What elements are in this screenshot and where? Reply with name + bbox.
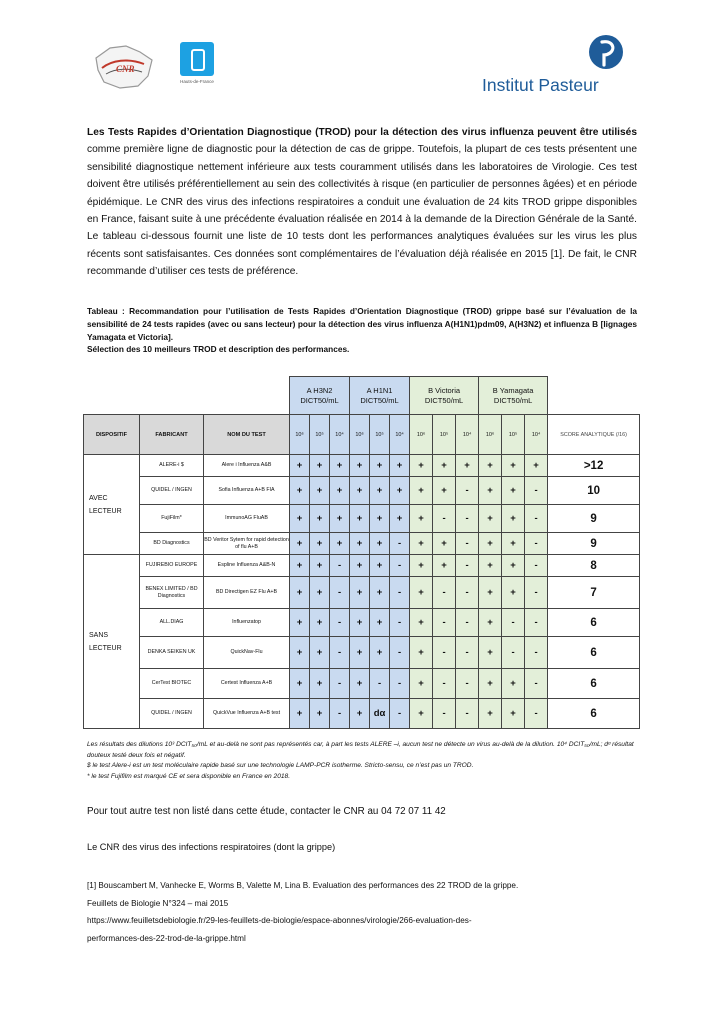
concentration-header: 10⁴ [525,415,548,455]
intro-paragraph [87,124,637,281]
result-cell: + [350,637,370,669]
result-cell: + [290,577,310,609]
result-cell: + [350,555,370,577]
result-cell: + [479,555,502,577]
result-cell: + [370,555,390,577]
result-cell: + [350,477,370,505]
institut-pasteur-logo [482,34,632,96]
result-cell: - [433,577,456,609]
result-cell: - [330,609,350,637]
result-cell: + [410,637,433,669]
result-cell: + [310,555,330,577]
col-test-header: NOM DU TEST [204,415,290,455]
score-cell: 6 [548,637,640,669]
result-cell: + [502,455,525,477]
cnr-logo [88,38,160,94]
note-3: * le test Fujifilm est marqué CE et sera disponible en France en 2018. [87,772,291,780]
result-cell: + [290,669,310,699]
group-header [350,377,410,415]
test-name-cell: Sofia Influenza A+B FIA [204,477,290,505]
test-name-cell: Influenzatop [204,609,290,637]
fabricant-cell: BENEX LIMITED / BD Diagnostics [140,577,204,609]
result-cell: + [370,609,390,637]
result-cell: + [330,477,350,505]
score-cell: 6 [548,609,640,637]
cnr-signature: Le CNR des virus des infections respiratoires (dont la grippe) [87,842,336,852]
result-cell: + [390,477,410,505]
hauts-de-france-caption: Hauts-de-France [180,79,214,84]
intro-rest: comme première ligne de diagnostic pour la détection de cas de grippe. Toutefois, la plupart de ces tests présentent une sensibilité diagnostique nettement inférieure aux tests couramment utilisés dans les laboratoires de Virologie. Ces test doivent être utilisés préférentiellement au sein des collectivités à risque (en particulier de personnes âgées) et en période épidémique. Le CNR des virus des infections respiratoires a conduit une évaluation de 24 kits TROD grippe disponibles en France, faisant suite à une précédente évaluation réalisée en 2014 à la demande de la Direction Générale de la Santé. Le tableau ci-dessous fournit une liste de 10 tests dont les performances analytiques évaluées sur les virus les plus récents sont satisfaisantes. Ces données sont complémentaires de l’évaluation déjà réalisée en 2015 [1]. De fait, le CNR recommande d’utiliser ces tests de préférence. [87,144,637,278]
result-cell: + [410,669,433,699]
result-cell: - [433,505,456,533]
score-cell: 10 [548,477,640,505]
concentration-header: 10⁶ [290,415,310,455]
result-cell: + [502,669,525,699]
result-cell: + [390,505,410,533]
score-cell: 9 [548,505,640,533]
result-cell: + [290,455,310,477]
cnr-logo-text: CNR [116,64,135,74]
fabricant-cell: FUJIREBIO EUROPE [140,555,204,577]
result-cell: + [370,505,390,533]
table-notes [87,740,647,782]
test-name-cell: BD Veritor Sytem for rapid detection of flu A+B [204,533,290,555]
result-cell: + [456,455,479,477]
reference-block [87,877,647,947]
result-cell: + [479,699,502,729]
result-cell: - [525,533,548,555]
result-cell: + [310,455,330,477]
result-cell: dα [370,699,390,729]
test-name-cell: QuickVue Influenza A+B test [204,699,290,729]
concentration-header: 10⁴ [330,415,350,455]
note-1: Les résultats des dilutions 10³ DCIT₅₀/mL et au-delà ne sont pas représentés car, à part les tests ALERE –i, aucun test ne détecte un virus au-delà de la dilution. 10⁴ DCIT₅₀/mL; dᵅ résultat douteux testé deux fois et négatif. [87,741,634,759]
result-cell: - [330,555,350,577]
result-cell: - [456,699,479,729]
table-row [84,455,640,477]
group-unit: DICT50/mL [300,395,339,405]
fabricant-cell: FujiFilm* [140,505,204,533]
result-cell: - [433,637,456,669]
fabricant-cell: ALL.DIAG [140,609,204,637]
table-row [84,609,640,637]
result-cell: - [525,477,548,505]
score-cell: >12 [548,455,640,477]
score-cell: 6 [548,669,640,699]
col-dispositif-header: DISPOSITIF [84,415,140,455]
result-cell: + [410,505,433,533]
result-cell: + [479,637,502,669]
group-name: B Yamagata [492,385,534,395]
result-cell: + [502,555,525,577]
result-cell: - [525,555,548,577]
result-cell: + [502,577,525,609]
note-2: $ le test Alere-i est un test moléculaire rapide basé sur une technologie LAMP-PCR isotherme. Stricto-sensu, ce n’est pas un TROD. [87,762,474,770]
reference-line-1: [1] Bouscambert M, Vanhecke E, Worms B, Valette M, Lina B. Evaluation des performances des 22 TROD de la grippe. [87,881,519,890]
caption-line-2: Sélection des 10 meilleurs TROD et description des performances. [87,344,350,355]
result-cell: + [410,609,433,637]
concentration-header: 10⁴ [390,415,410,455]
intro-bold: Les Tests Rapides d’Orientation Diagnostique (TROD) pour la détection des virus influenza peuvent être utilisés [87,127,637,138]
fabricant-cell: DENKA SEIKEN UK [140,637,204,669]
result-cell: - [456,477,479,505]
fabricant-cell: QUIDEL / INGEN [140,477,204,505]
caption-line-1: Tableau : Recommandation pour l’utilisation de Tests Rapides d’Orientation Diagnostique (TROD) grippe basé sur l’évaluation de la sensibilité de 24 tests rapides (avec ou sans lecteur) pour la détection des virus influenza A(H1N1)pdm09, A(H3N2) et influenza B [lignages Yamagata et Victoria]. [87,306,637,342]
result-cell: - [525,505,548,533]
result-cell: + [502,533,525,555]
group-header [479,377,548,415]
result-cell: + [290,505,310,533]
result-cell: - [502,609,525,637]
result-cell: + [410,533,433,555]
reference-line-2: Feuillets de Biologie N°324 – mai 2015 [87,898,229,908]
result-cell: + [350,577,370,609]
result-cell: - [456,533,479,555]
result-cell: + [290,555,310,577]
fabricant-cell: ALERE-i $ [140,455,204,477]
result-cell: - [390,533,410,555]
result-cell: + [433,555,456,577]
result-cell: - [433,609,456,637]
score-cell: 7 [548,577,640,609]
group-unit: DICT50/mL [493,395,533,405]
result-cell: + [310,637,330,669]
concentration-header: 10⁴ [456,415,479,455]
result-cell: + [433,455,456,477]
concentration-header: 10⁵ [370,415,390,455]
result-cell: + [410,577,433,609]
col-fabricant-header: FABRICANT [140,415,204,455]
result-cell: + [502,477,525,505]
result-cell: + [479,505,502,533]
result-cell: - [330,699,350,729]
reference-link-2[interactable]: performances-des-22-trod-de-la-grippe.html [87,933,246,943]
performance-table [83,376,640,729]
table-row [84,669,640,699]
table-row [84,533,640,555]
table-row [84,637,640,669]
test-name-cell: Alere i Influenza A&B [204,455,290,477]
result-cell: + [290,533,310,555]
test-name-cell: ImmunoAG FluAB [204,505,290,533]
result-cell: + [479,477,502,505]
concentration-header: 10⁵ [433,415,456,455]
table-caption [87,305,637,356]
result-cell: + [350,505,370,533]
result-cell: + [350,699,370,729]
result-cell: + [479,455,502,477]
fabricant-cell: QUIDEL / INGEN [140,699,204,729]
result-cell: + [390,455,410,477]
result-cell: + [350,609,370,637]
result-cell: + [502,699,525,729]
result-cell: + [310,477,330,505]
result-cell: + [410,699,433,729]
result-cell: - [456,669,479,699]
result-cell: - [433,669,456,699]
result-cell: - [330,669,350,699]
group-unit: DICT50/mL [424,395,464,405]
result-cell: - [370,669,390,699]
result-cell: + [310,533,330,555]
test-name-cell: BD Directigen EZ Flu A+B [204,577,290,609]
concentration-header: 10⁶ [410,415,433,455]
result-cell: + [290,609,310,637]
concentration-header: 10⁵ [502,415,525,455]
score-cell: 8 [548,555,640,577]
result-cell: + [310,505,330,533]
group-name: B Victoria [428,385,461,395]
result-cell: + [350,455,370,477]
result-cell: - [525,669,548,699]
result-cell: - [433,699,456,729]
result-cell: + [433,533,456,555]
dispositif-cell: SANS LECTEUR [84,555,140,729]
table-row [84,577,640,609]
result-cell: - [330,637,350,669]
reference-link-1[interactable]: https://www.feuilletsdebiologie.fr/29-les-feuillets-de-biologie/espace-abonnes/virologie/266-evaluation-des- [87,916,472,925]
result-cell: - [456,609,479,637]
result-cell: - [525,637,548,669]
score-header: SCORE ANALYTIQUE (/16) [548,415,640,455]
table-row [84,505,640,533]
result-cell: + [410,477,433,505]
group-unit: DICT50/mL [360,395,399,405]
result-cell: - [456,577,479,609]
result-cell: + [310,577,330,609]
result-cell: - [502,637,525,669]
hauts-de-france-logo [172,42,222,92]
result-cell: + [479,609,502,637]
fabricant-cell: BD Diagnostics [140,533,204,555]
result-cell: + [479,533,502,555]
result-cell: + [310,669,330,699]
fabricant-cell: CerTest BIOTEC [140,669,204,699]
score-cell: 9 [548,533,640,555]
result-cell: + [290,699,310,729]
group-header [410,377,479,415]
institut-pasteur-mark-icon [588,34,624,70]
result-cell: + [350,669,370,699]
score-cell: 6 [548,699,640,729]
test-name-cell: QuickNav-Flu [204,637,290,669]
result-cell: - [390,669,410,699]
concentration-header: 10⁶ [479,415,502,455]
dispositif-cell: AVEC LECTEUR [84,455,140,555]
contact-line: Pour tout autre test non listé dans cette étude, contacter le CNR au 04 72 07 11 42 [87,806,446,817]
result-cell: - [525,699,548,729]
result-cell: - [330,577,350,609]
result-cell: + [479,577,502,609]
result-cell: + [525,455,548,477]
result-cell: + [310,699,330,729]
result-cell: - [390,637,410,669]
result-cell: - [525,609,548,637]
result-cell: + [290,477,310,505]
table-row [84,555,640,577]
result-cell: - [390,609,410,637]
concentration-header: 10⁵ [310,415,330,455]
group-header [290,377,350,415]
group-name: A H1N1 [366,385,393,395]
test-name-cell: Espline Influenza A&B-N [204,555,290,577]
result-cell: + [330,455,350,477]
group-name: A H3N2 [306,385,333,395]
result-cell: + [370,637,390,669]
table-row [84,477,640,505]
result-cell: - [390,577,410,609]
result-cell: - [390,555,410,577]
result-cell: - [456,637,479,669]
result-cell: - [456,505,479,533]
test-name-cell: Certest Influenza A+B [204,669,290,699]
result-cell: + [370,577,390,609]
result-cell: - [390,699,410,729]
result-cell: + [330,533,350,555]
result-cell: - [525,577,548,609]
concentration-header: 10⁶ [350,415,370,455]
result-cell: + [479,669,502,699]
result-cell: + [370,477,390,505]
result-cell: + [310,609,330,637]
result-cell: + [330,505,350,533]
result-cell: + [290,637,310,669]
result-cell: + [502,505,525,533]
result-cell: + [370,455,390,477]
result-cell: + [410,455,433,477]
result-cell: + [410,555,433,577]
table-row [84,699,640,729]
institut-pasteur-wordmark: Institut Pasteur [482,75,599,95]
result-cell: + [433,477,456,505]
result-cell: + [370,533,390,555]
result-cell: + [350,533,370,555]
result-cell: - [456,555,479,577]
